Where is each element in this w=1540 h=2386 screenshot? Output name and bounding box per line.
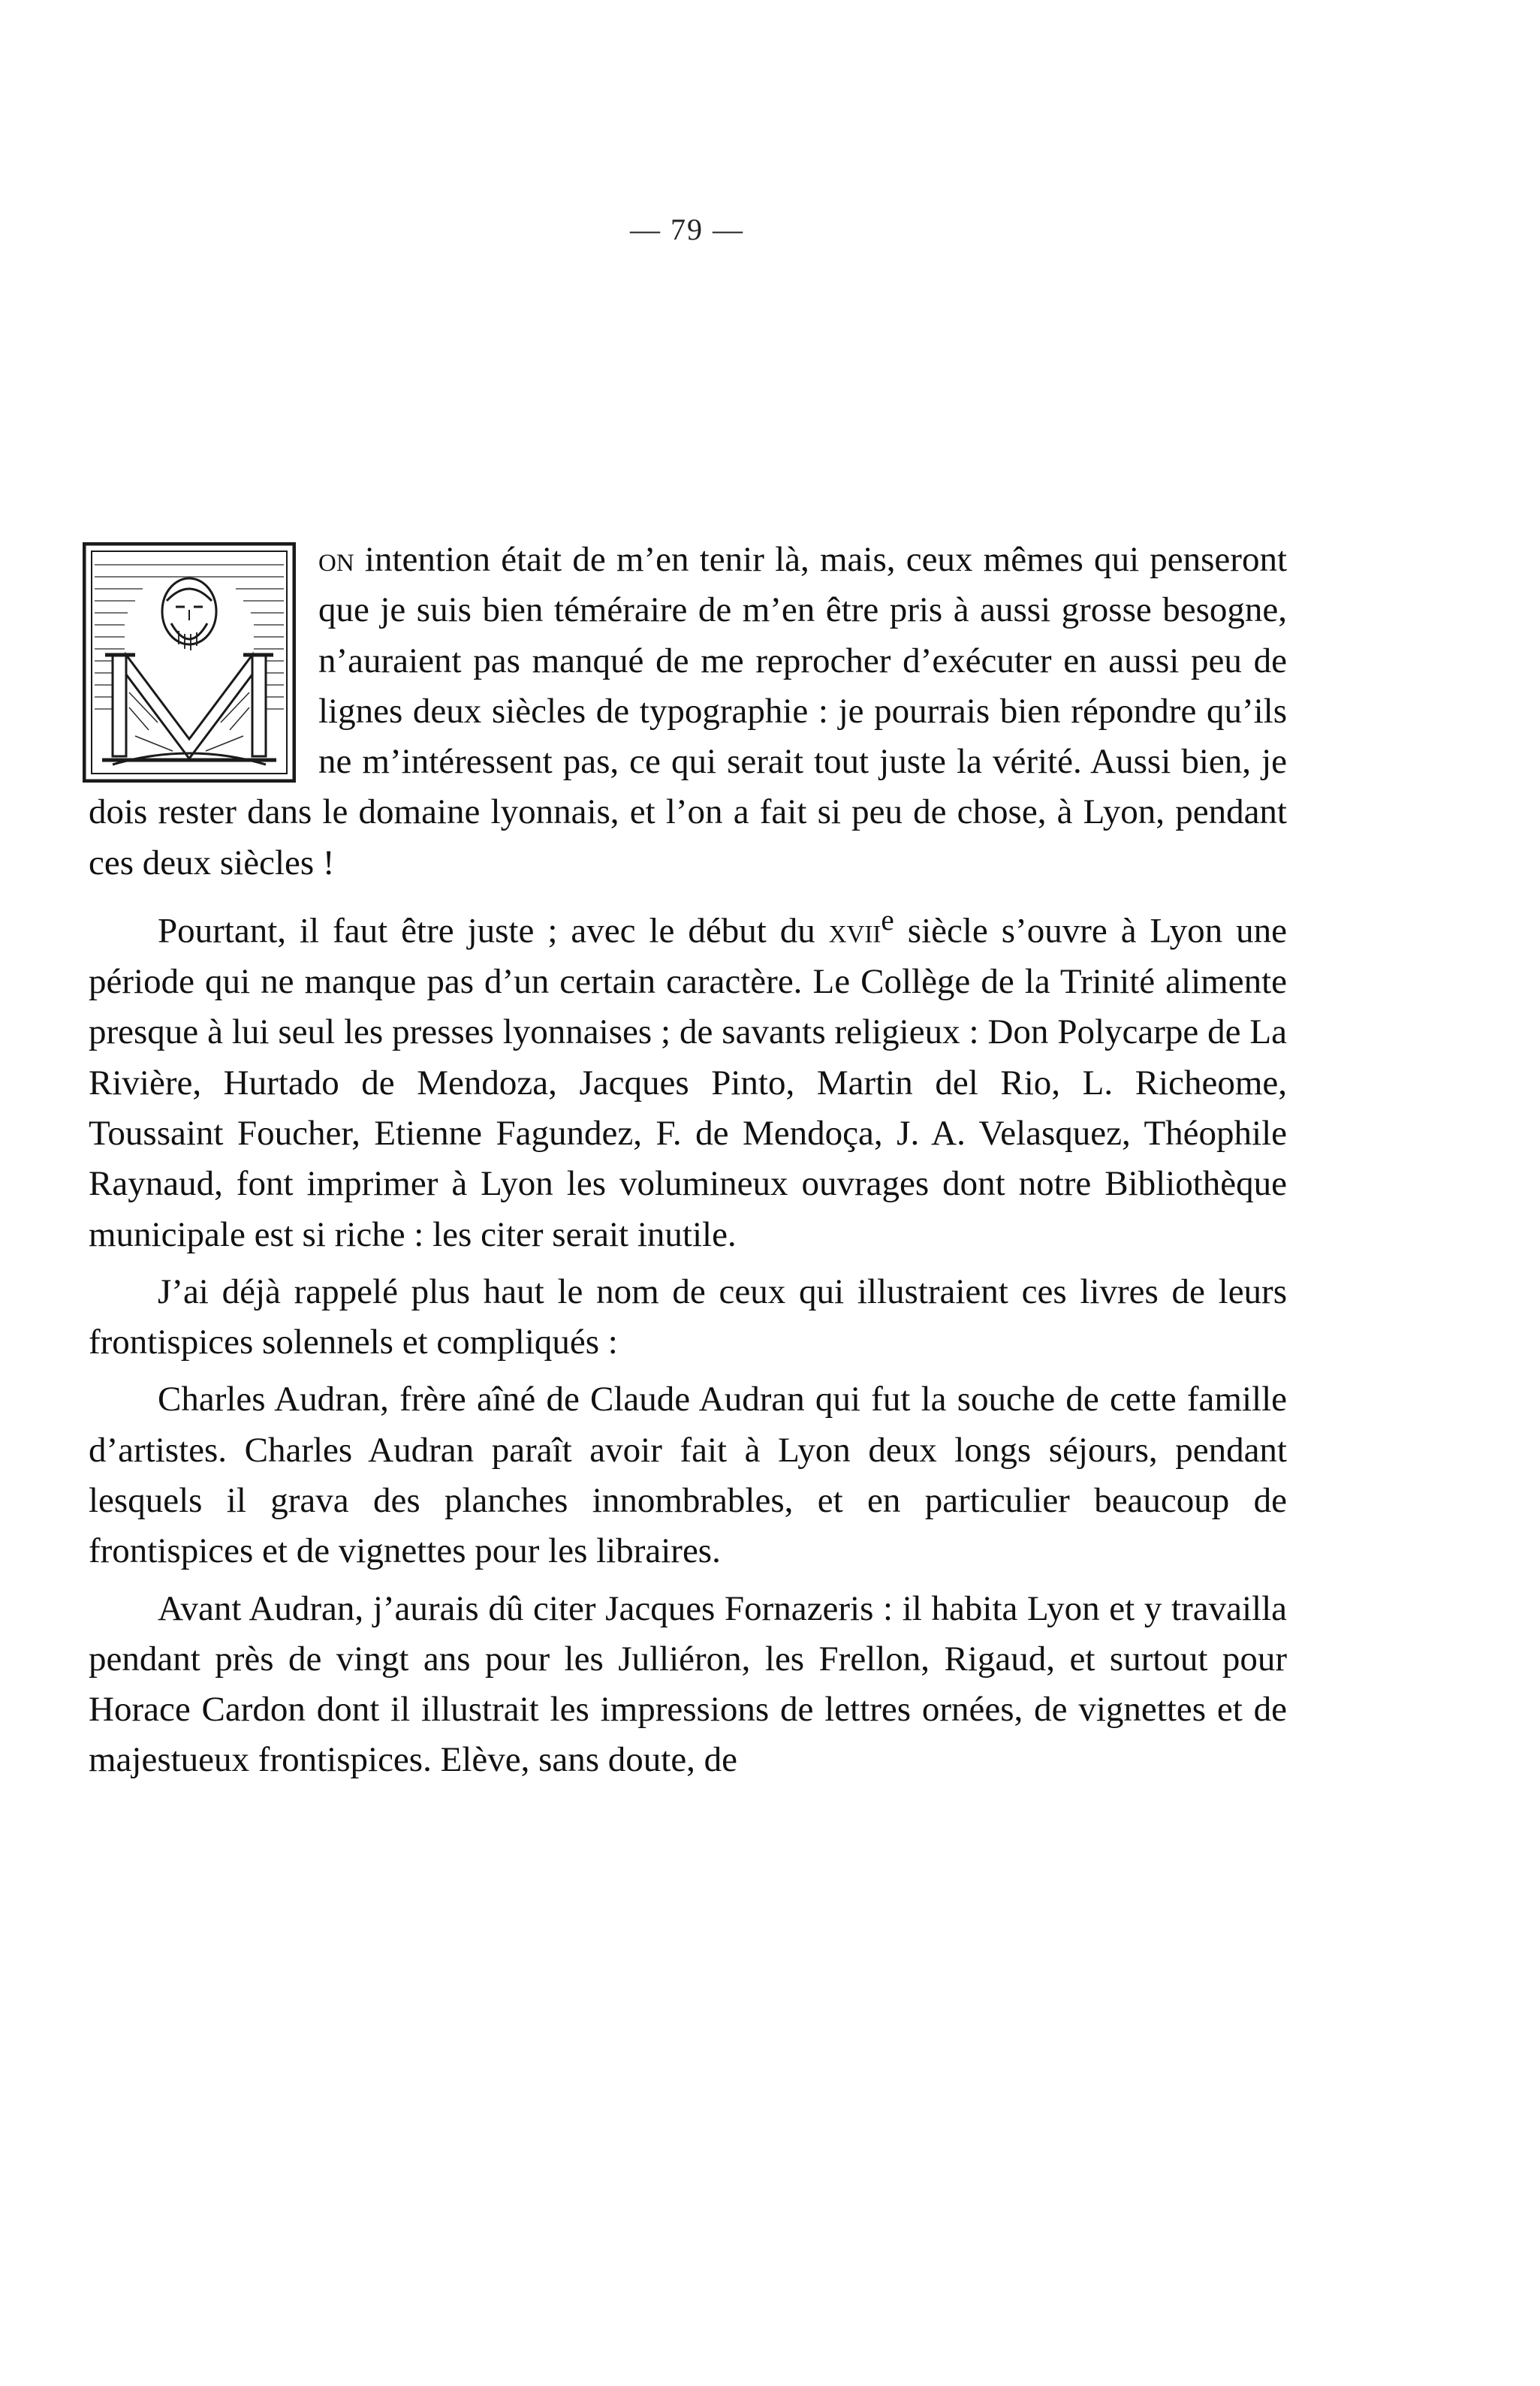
century-superscript: e: [881, 904, 894, 937]
paragraph-1: [89, 535, 1287, 888]
century-numeral: xvii: [828, 911, 882, 951]
paragraph-2-text-b: siècle s’ouvre à Lyon une période qui ne manque pas d’un certain caractère. Le Collège de la Trinité alimente presque à lui seul les presses lyonnaises ; de savants religieux : Don Polycarpe de La Rivière, Hurtado de Mendoza, Jacques Pinto, Martin del Rio, L. Richeome, Toussaint Foucher, Etienne Fagundez, F. de Mendoça, J. A. Velasquez, Théophile Raynaud, font imprimer à Lyon les volumineux ouvrages dont notre Bibliothèque municipale est si riche : les citer serait inutile.: [89, 911, 1288, 1254]
ornamental-dropcap-m: [83, 542, 296, 783]
paragraph-3: J’ai déjà rappelé plus haut le nom de ceux qui illustraient ces livres de leurs frontispices solennels et compliqués :: [89, 1271, 1287, 1362]
dropcap-m-illustration: [83, 542, 296, 783]
paragraph-4: Charles Audran, frère aîné de Claude Audran qui fut la souche de cette famille d’artistes. Charles Audran paraît avoir fait à Lyon deux longs séjours, pendant lesquels il grava des planches innombrables, et en particulier beaucoup de frontispices et de vignettes pour les libraires.: [89, 1380, 1287, 1571]
paragraph-5-text: Avant Audran, j’aurais dû citer Jacques Fornazeris : il habita Lyon et y travailla pendant près de vingt ans pour les Julliéron, les Frellon, Rigaud, et surtout pour Horace Cardon dont il illustrait les impressions de lettres ornées, de vignettes et de majestueux frontispices. Elève, sans doute, de: [89, 1588, 1287, 1780]
body-text: [89, 535, 1287, 1793]
paragraph-5: [89, 1584, 1287, 1786]
paragraph-1-text: intention était de m’en tenir là, mais, ceux mêmes qui penseront que je suis bien téméraire de m’en être pris à aussi grosse besogne, n’auraient pas manqué de me reprocher d’exécuter en aussi peu de lignes deux siècles de typographie : je pourrais bien répondre qu’ils ne m’intéressent pas, ce qui serait tout juste la vérité. Aussi bien, je dois rester dans le domaine lyonnais, et l’on a fait si peu de chose, à Lyon, pendant ces deux siècles !: [89, 540, 1288, 882]
lead-word: on: [318, 540, 354, 579]
page-number: — 79 —: [630, 213, 744, 246]
paragraph-2: [89, 895, 1287, 1260]
paragraph-2-text-a: Pourtant, il faut être juste ; avec le début du: [158, 911, 829, 951]
